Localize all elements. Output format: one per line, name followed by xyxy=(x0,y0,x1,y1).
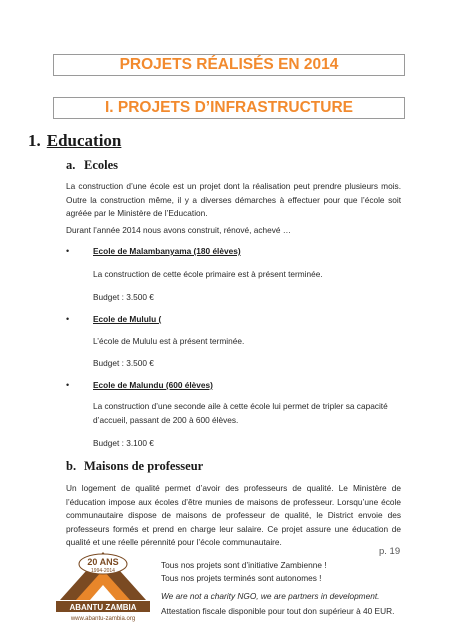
intro-paragraph: La construction d’une école est un projet dont la réalisation peut prendre plusieurs mois. Outre la construction même, il y a diverses démarches à effectuer pour que l’école soit agréée par le Ministère de l’Education. xyxy=(66,181,401,218)
subheading-label: Maisons de professeur xyxy=(84,459,204,473)
subheading-letter: a. xyxy=(66,158,76,172)
page-number: p. 19 xyxy=(379,546,401,557)
footer-line-2: Tous nos projets terminés sont autonomes ! xyxy=(161,573,322,583)
subheading-letter: b. xyxy=(66,459,77,473)
school-description: La construction d’une seconde aile à cette école lui permet de tripler sa capacité d’accueil, passant de 200 à 600 élèves. xyxy=(93,401,388,425)
footer-line-4: Attestation fiscale disponible pour tout don supérieur à 40 EUR. xyxy=(161,606,395,616)
school-name: Ecole de Mululu ( xyxy=(93,314,162,324)
section-title: I. PROJETS D’INFRASTRUCTURE xyxy=(53,97,405,119)
heading-number: 1. xyxy=(28,131,41,150)
school-budget: Budget : 3.500 € xyxy=(93,292,154,302)
logo-years: 1994-2014 xyxy=(91,568,115,574)
intro-paragraph-2: Durant l’année 2014 nous avons construit, rénové, achevé … xyxy=(66,225,292,235)
logo-url: www.abantu-zambia.org xyxy=(70,616,136,622)
footer-line-3: We are not a charity NGO, we are partners in development. xyxy=(161,591,380,601)
bullet-icon: • xyxy=(66,380,70,390)
logo-graphic-icon xyxy=(54,544,152,626)
heading-label: Education xyxy=(46,131,122,150)
page-title: PROJETS RÉALISÉS EN 2014 xyxy=(53,54,405,76)
subheading-ecoles xyxy=(66,158,118,173)
logo-anniv: 20 ANS xyxy=(87,557,119,567)
school-budget: Budget : 3.500 € xyxy=(93,358,154,368)
footer-line-1: Tous nos projets sont d’initiative Zambienne ! xyxy=(161,560,327,570)
logo-name: ABANTU ZAMBIA xyxy=(69,603,137,612)
subheading-maisons xyxy=(66,459,203,474)
abantu-logo xyxy=(54,544,152,626)
school-description: La construction de cette école primaire est à présent terminée. xyxy=(93,269,323,279)
bullet-icon: • xyxy=(66,314,70,324)
heading-education xyxy=(28,131,121,151)
maisons-paragraph: Un logement de qualité permet d’avoir des professeurs de qualité. Le Ministère de l’éducation impose aux écoles d’être munies de maisons de professeur. Lorsqu’une école communautaire dispose de maisons de professeur de qualité, le District envoie des professeurs formés et prend en charge leur salaire. Ce projet assure une éducation de qualité et une réelle pérennité pour l’école communautaire. xyxy=(66,483,401,547)
school-description: L’école de Mululu est à présent terminée. xyxy=(93,336,245,346)
bullet-icon: • xyxy=(66,246,70,256)
school-budget: Budget : 3.100 € xyxy=(93,438,154,448)
school-name: Ecole de Malundu (600 élèves) xyxy=(93,380,213,390)
subheading-label: Ecoles xyxy=(84,158,119,172)
school-name: Ecole de Malambanyama (180 élèves) xyxy=(93,246,241,256)
